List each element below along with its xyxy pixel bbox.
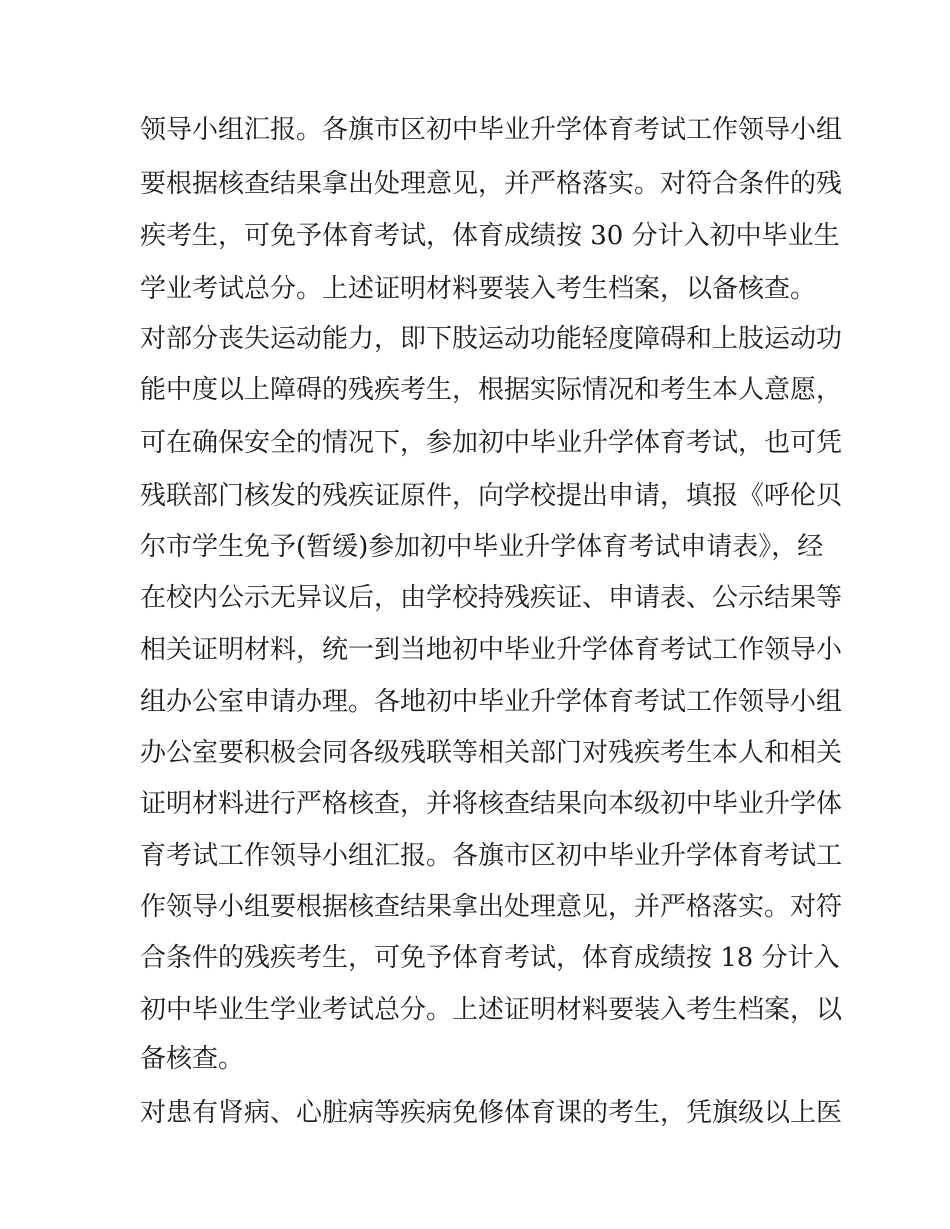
- text-line: 合条件的残疾考生，可免予体育考试，体育成绩按 18 分计入: [140, 943, 840, 973]
- text-line: 疾考生，可免予体育考试，体育成绩按 30 分计入初中毕业生: [140, 221, 840, 251]
- text-line: 要根据核查结果拿出处理意见，并严格落实。对符合条件的残: [140, 169, 843, 199]
- text-line: 尔市学生免予(暂缓)参加初中毕业升学体育考试申请表》，经: [140, 532, 824, 562]
- text-line: 育考试工作领导小组汇报。各旗市区初中毕业升学体育考试工: [140, 841, 843, 871]
- text-line: 相关证明材料，统一到当地初中毕业升学体育考试工作领导小: [140, 635, 843, 665]
- text-line: 可在确保安全的情况下，参加初中毕业升学体育考试，也可凭: [140, 428, 843, 458]
- text-line: 学业考试总分。上述证明材料要装入考生档案，以备核查。: [140, 274, 817, 304]
- text-line: 领导小组汇报。各旗市区初中毕业升学体育考试工作领导小组: [140, 115, 843, 145]
- text-line: 备核查。: [140, 1044, 245, 1074]
- text-line: 组办公室申请办理。各地初中毕业升学体育考试工作领导小组: [140, 687, 843, 717]
- text-line: 对部分丧失运动能力，即下肢运动功能轻度障碍和上肢运动功: [140, 324, 843, 354]
- text-line: 办公室要积极会同各级残联等相关部门对残疾考生本人和相关: [140, 738, 843, 768]
- text-line: 初中毕业生学业考试总分。上述证明材料要装入考生档案，以: [140, 995, 843, 1025]
- text-line: 能中度以上障碍的残疾考生，根据实际情况和考生本人意愿，: [140, 375, 843, 405]
- text-line: 在校内公示无异议后，由学校持残疾证、申请表、公示结果等: [140, 583, 843, 613]
- text-line: 对患有肾病、心脏病等疾病免修体育课的考生，凭旗级以上医: [140, 1098, 843, 1128]
- text-line: 证明材料进行严格核查，并将核查结果向本级初中毕业升学体: [140, 789, 843, 819]
- text-line: 残联部门核发的残疾证原件，向学校提出申请，填报《呼伦贝: [140, 481, 843, 511]
- text-line: 作领导小组要根据核查结果拿出处理意见，并严格落实。对符: [140, 892, 843, 922]
